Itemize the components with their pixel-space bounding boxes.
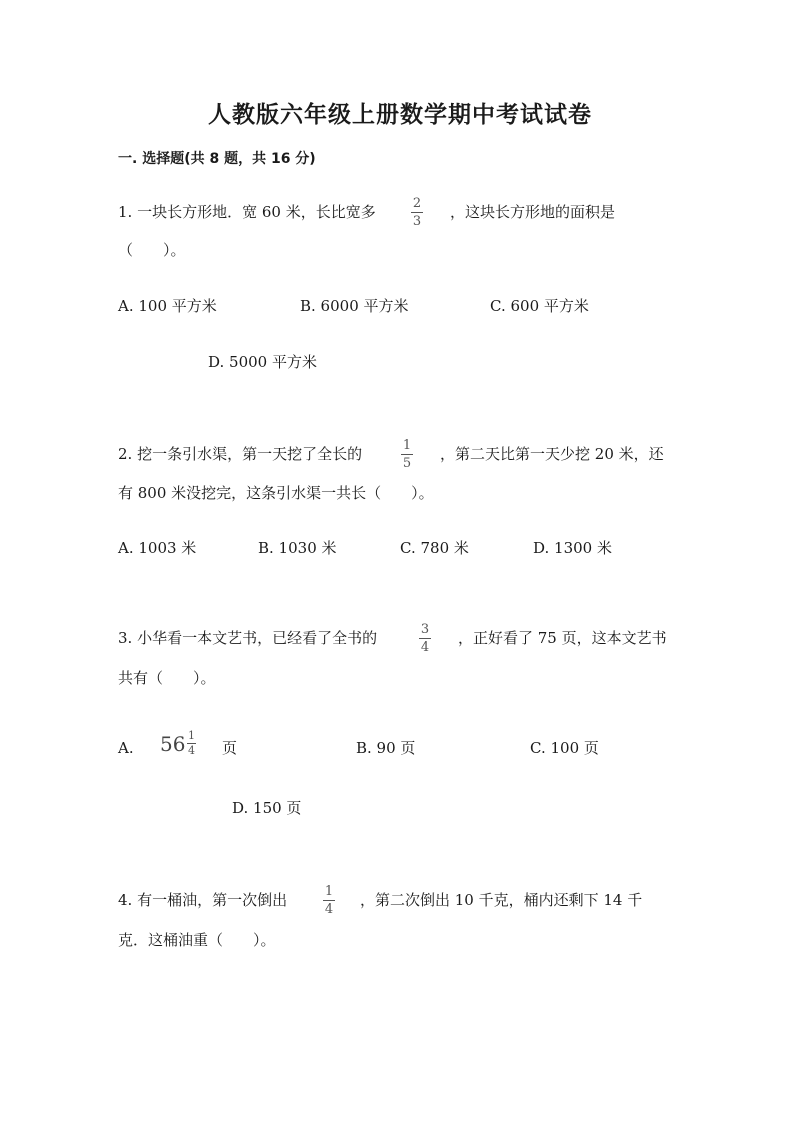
fraction-numerator: 1 xyxy=(402,438,412,453)
question-3-text-b: ，正好看了 75 页，这本文艺书 xyxy=(458,629,667,647)
option-1d: D. 5000 平方米 xyxy=(208,353,317,371)
question-2-text-a: 2. 挖一条引水渠，第一天挖了全长的 xyxy=(118,445,363,463)
question-3-text-line2: 共有（ ）。 xyxy=(118,669,216,687)
option-2a: A. 1003 米 xyxy=(118,539,197,557)
fraction-denominator: 4 xyxy=(324,902,334,917)
question-2-text-line2: 有 800 米没挖完，这条引水渠一共长（ ）。 xyxy=(118,484,434,502)
option-3b: B. 90 页 xyxy=(356,739,416,757)
option-3a-label: A. xyxy=(118,739,134,757)
question-1-text-line2: （ ）。 xyxy=(118,241,186,259)
option-1c: C. 600 平方米 xyxy=(490,297,589,315)
option-2d: D. 1300 米 xyxy=(533,539,612,557)
question-4-text-line2: 克．这桶油重（ ）。 xyxy=(118,931,276,949)
option-2b: B. 1030 米 xyxy=(258,539,337,557)
mixed-whole: 56 xyxy=(160,731,186,756)
fraction-denominator: 3 xyxy=(412,214,422,229)
question-2-fraction xyxy=(398,438,416,471)
fraction-bar xyxy=(419,638,431,639)
fraction-numerator: 2 xyxy=(412,196,422,211)
question-3-text-a: 3. 小华看一本文艺书，已经看了全书的 xyxy=(118,629,378,647)
fraction-denominator: 4 xyxy=(420,640,430,655)
fraction-denominator: 4 xyxy=(187,744,195,757)
mixed-fraction xyxy=(185,730,197,757)
question-1-text-a: 1. 一块长方形地．宽 60 米，长比宽多 xyxy=(118,203,376,221)
question-1-text-b: ，这块长方形地的面积是 xyxy=(450,203,616,221)
fraction-numerator: 3 xyxy=(420,622,430,637)
fraction-denominator: 5 xyxy=(402,456,412,471)
option-1a: A. 100 平方米 xyxy=(118,297,217,315)
option-1b: B. 6000 平方米 xyxy=(300,297,409,315)
fraction-numerator: 1 xyxy=(324,884,334,899)
option-3c: C. 100 页 xyxy=(530,739,599,757)
question-2-text-b: ，第二天比第一天少挖 20 米，还 xyxy=(440,445,664,463)
question-4-text-b: ，第二次倒出 10 千克，桶内还剩下 14 千 xyxy=(360,891,643,909)
question-4-text-a: 4. 有一桶油，第一次倒出 xyxy=(118,891,288,909)
option-2c: C. 780 米 xyxy=(400,539,469,557)
option-3a-unit: 页 xyxy=(222,739,238,757)
question-3-fraction xyxy=(416,622,434,655)
page-title: 人教版六年级上册数学期中考试试卷 xyxy=(208,101,592,128)
fraction-numerator: 1 xyxy=(187,729,195,742)
fraction-bar xyxy=(411,212,423,213)
section-heading: 一. 选择题(共 8 题，共 16 分) xyxy=(118,151,316,167)
question-1-fraction xyxy=(408,196,426,229)
fraction-bar xyxy=(401,454,413,455)
fraction-bar xyxy=(323,900,335,901)
question-4-fraction xyxy=(320,884,338,917)
option-3a-mixed-number xyxy=(160,730,197,757)
option-3d: D. 150 页 xyxy=(232,799,302,817)
